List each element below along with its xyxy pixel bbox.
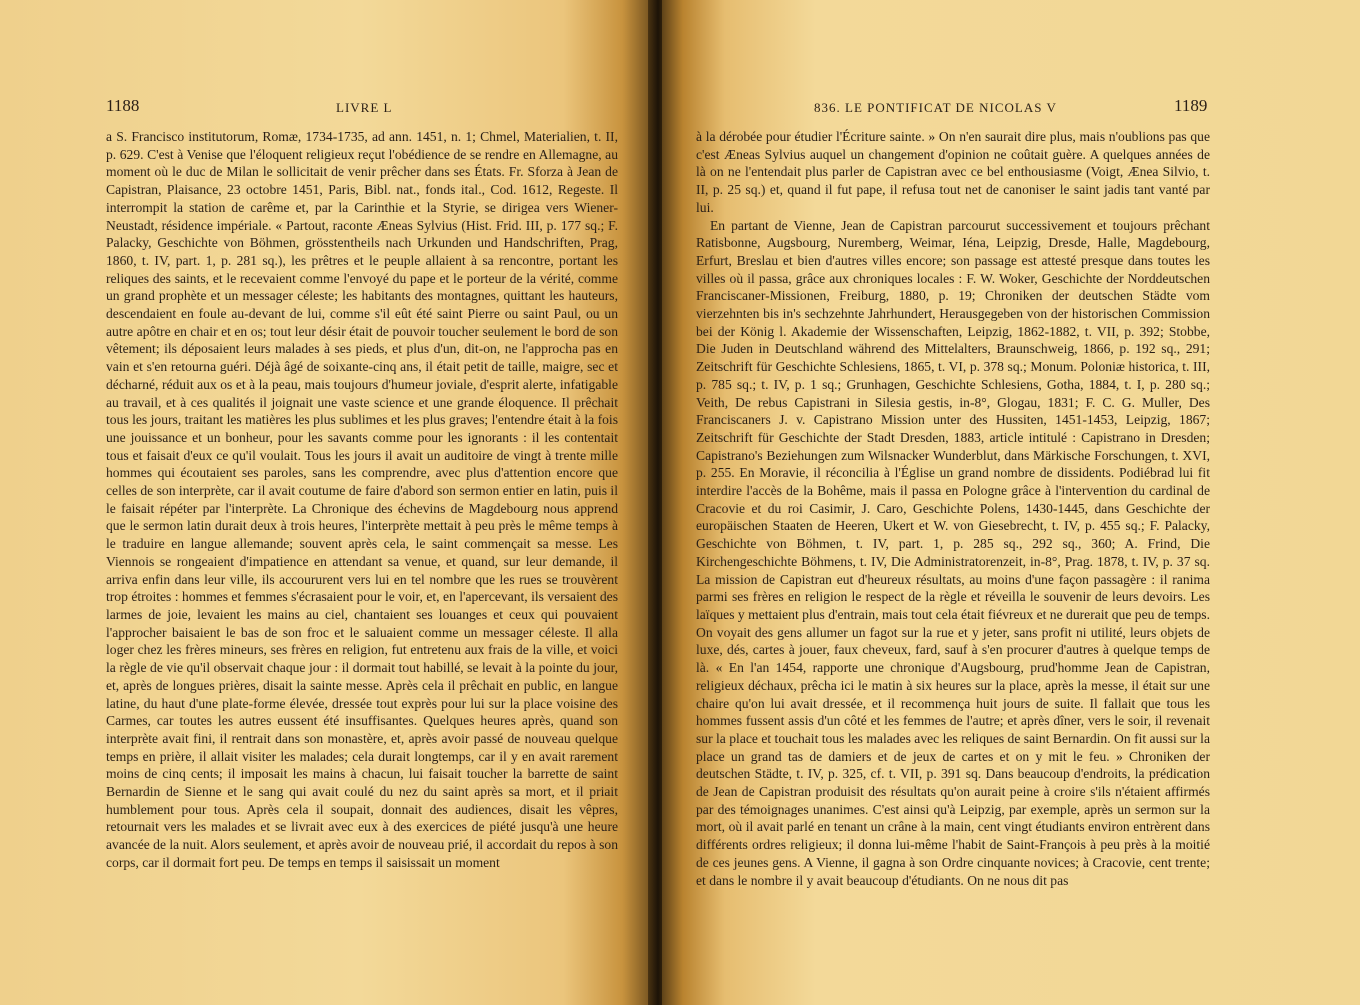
left-page	[0, 0, 655, 1005]
right-paragraph: à la dérobée pour étudier l'Écriture sainte. » On n'en saurait dire plus, mais n'oublions pas que c'est Æneas Sylvius auquel un changement d'opinion ne coûtait guère. A quelques années de là on ne l'entendait plus parler de Capistran avec ce bel enthousiasme (Voigt, Ænea Silvio, t. II, p. 25 sq.) et, quand il fut pape, il refusa tout net de canoniser le saint jadis tant vanté par lui.	[696, 129, 1210, 215]
right-body-text	[696, 128, 1210, 889]
right-running-head: 836. LE PONTIFICAT DE NICOLAS V	[814, 100, 1057, 115]
left-header	[106, 96, 618, 116]
left-body-text	[106, 128, 618, 872]
left-page-number: 1188	[106, 96, 140, 115]
left-running-head: LIVRE L	[336, 100, 393, 115]
right-page-number: 1189	[1174, 96, 1208, 115]
right-page	[662, 0, 1360, 1005]
right-paragraph: En partant de Vienne, Jean de Capistran parcourut successivement et toujours prêchant Ratisbonne, Augsbourg, Nuremberg, Weimar, Iéna, Leipzig, Dresde, Halle, Magdebourg, Erfurt, Breslau et bien d'autres villes encore; son passage est attesté presque dans toutes les villes où il passa, grâce aux chroniques locales : F. W. Woker, Geschichte der Norddeutschen Franciscaner-Missionen, Freiburg, 1880, p. 19; Chroniken der deutschen Städte vom vierzehnten bis in's sechzehnte Jahrhundert, Herausgegeben von der historischen Commission bei der König l. Akademie der Wissenschaften, Leipzig, 1862-1882, t. VII, p. 392; Stobbe, Die Juden in Deutschland während des Mittelalters, Braunschweig, 1866, p. 192 sq., 291; Zeitschrift für Geschichte Schlesiens, 1865, t. VI, p. 378 sq.; Monum. Poloniæ historica, t. III, p. 785 sq.; t. IV, p. 1 sq.; Grunhagen, Geschichte Schlesiens, Gotha, 1884, t. I, p. 280 sq.; Veith, De rebus Capistrani in Silesia gestis, in-8°, Glogau, 1831; F. C. G. Muller, Des Franciscaners J. v. Capistrano Mission unter des Hussiten, 1451-1453, Leipzig, 1867; Zeitschrift für Geschichte der Stadt Dresden, 1883, article intitulé : Capistrano in Dresden; Capistrano's Beziehungen zum Wilsnacker Wunderblut, dans Märkische Forschungen, t. XVI, p. 255. En Moravie, il réconcilia à l'Église un grand nombre de dissidents. Podiébrad lui fit interdire l'accès de la Bohême, mais il passa en Pologne grâce à l'intervention du cardinal de Cracovie et du roi Casimir, J. Caro, Geschichte Polens, 1430-1445, dans Geschichte der europäischen Staaten de Heeren, Ukert et W. von Giesebrecht, t. IV, p. 455 sq.; F. Palacky, Geschichte von Böhmen, t. IV, part. 1, p. 285 sq., 292 sq., 360; A. Frind, Die Kirchengeschichte Böhmens, t. IV, Die Administratorenzeit, in-8°, Prag. 1878, t. IV, p. 37 sq. La mission de Capistran eut d'heureux résultats, au moins d'une façon passagère : il ranima parmi ses frères en religion le respect de la règle et réveilla le souvenir de leurs devoirs. Les laïques y mettaient plus d'entrain, mais tout cela était fiévreux et ne durerait que peu de temps. On voyait des gens allumer un fagot sur la rue et y jeter, sans profit ni utilité, leurs objets de luxe, dés, cartes à jouer, faux cheveux, fard, sauf à s'en procurer d'autres à quelque temps de là. « En l'an 1454, rapporte une chronique d'Augsbourg, prud'homme Jean de Capistran, religieux déchaux, prêcha ici le matin à six heures sur la place, après la messe, il était sur une chaire qu'on lui avait dressée, et il recommença huit jours de suite. Il fallait que tous les hommes fussent assis d'un côté et les femmes de l'autre; et après dîner, vers le soir, il revenait sur la place et touchait tous les malades avec les reliques de saint Bernardin. On fit aussi sur la place un grand tas de damiers et de jeux de cartes et on y mit le feu. » Chroniken der deutschen Städte, t. IV, p. 325, cf. t. VII, p. 391 sq. Dans beaucoup d'endroits, la prédication de Jean de Capistran produisit des résultats qu'on aurait peine à croire s'ils n'étaient affirmés par des témoignages unanimes. C'est ainsi qu'à Leipzig, par exemple, après un sermon sur la mort, où il avait parlé en tenant un crâne à la main, cent vingt étudiants environ entrèrent dans différents ordres religieux; il donna lui-même l'habit de Saint-François à peu près à la moitié de ces jeunes gens. A Vienne, il gagna à son Ordre cinquante novices; à Cracovie, cent trente; et dans le nombre il y avait beaucoup d'étudiants. On ne nous dit pas	[696, 217, 1210, 888]
left-paragraph: a S. Francisco institutorum, Romæ, 1734-1735, ad ann. 1451, n. 1; Chmel, Materialien, t. II, p. 629. C'est à Venise que l'éloquent religieux reçut l'obédience de se rendre en Allemagne, au moment où le duc de Milan le sollicitait de venir prêcher dans ses États. Fr. Sforza à Jean de Capistran, Plaisance, 23 octobre 1451, Paris, Bibl. nat., fonds ital., Cod. 1612, Regeste. Il interrompit la station de carême et, par la Carinthie et la Styrie, se dirigea vers Wiener-Neustadt, résidence impériale. « Partout, raconte Æneas Sylvius (Hist. Frid. III, p. 177 sq.; F. Palacky, Geschichte von Böhmen, grösstentheils nach Urkunden und Handschriften, Prag, 1860, t. IV, part. 1, p. 281 sq.), les prêtres et le peuple allaient à sa rencontre, portant les reliques des saints, et le recevaient comme l'envoyé du pape et le porteur de la vérité, comme un grand prophète et un messager céleste; les habitants des montagnes, quittant les hauteurs, descendaient en foule au-devant de lui, comme s'il eût été saint Pierre ou saint Paul, ou un autre apôtre en chair et en os; tout leur désir était de pouvoir toucher seulement le bord de son vêtement; ils déposaient leurs malades à ses pieds, et plus d'un, dit-on, ne l'approcha pas en vain et s'en retourna guéri. Déjà âgé de soixante-cinq ans, il était petit de taille, maigre, sec et décharné, réduit aux os et à la peau, mais toujours d'humeur joviale, d'esprit alerte, infatigable au travail, et à ces qualités il joignait une vaste science et une grande éloquence. Il prêchait tous les jours, traitant les matières les plus sublimes et les plus graves; l'entendre était à la fois une jouissance et un bonheur, pour les savants comme pour les ignorants : il les contentait tous et faisait d'eux ce qu'il voulait. Tous les jours il avait un auditoire de vingt à trente mille hommes qui écoutaient ses paroles, sans les comprendre, avec plus d'attention encore que celles de son interprète, car il avait coutume de faire d'abord son sermon entier en latin, puis il le faisait répéter par l'interprète. La Chronique des échevins de Magdebourg nous apprend que le sermon latin durait deux à trois heures, l'interprète mettait à peu près le même temps à le traduire en langue allemande; souvent après cela, le saint commençait sa messe. Les Viennois se rongeaient d'impatience en attendant sa venue, et quand, sur leur demande, il arriva enfin dans leur ville, ils accoururent vers lui en tel nombre que les rues se trouvèrent trop étroites : hommes et femmes s'écrasaient pour le voir, et, en l'apercevant, ils versaient des larmes de joie, levaient les mains au ciel, chantaient ses louanges et ceux qui pouvaient l'approcher baisaient le bas de son froc et le saluaient comme un messager céleste. Il alla loger chez les frères mineurs, ses frères en religion, fut entretenu aux frais de la ville, et voici la règle de vie qu'il observait chaque jour : il dormait tout habillé, se levait à la pointe du jour, et, après de longues prières, disait la sainte messe. Après cela il prêchait en public, en langue latine, du haut d'une plate-forme élevée, dressée tout exprès pour lui sur la place voisine des Carmes, car toutes les autres eussent été insuffisantes. Quelques heures après, quand son interprète avait fini, il rentrait dans son monastère, et, après avoir passé de nouveau quelque temps en prière, il allait visiter les malades; cela durait longtemps, car il y en avait rarement moins de cinq cents; il imposait les mains à chacun, lui faisait toucher la barrette de saint Bernardin de Sienne et le sang qui avait coulé du nez du saint après sa mort, et il priait humblement pour tous. Après cela il soupait, donnait des audiences, disait les vêpres, retournait vers les malades et se livrait avec eux à des exercices de piété jusqu'à une heure avancée de la nuit. Alors seulement, et après avoir de nouveau prié, il accordait du repos à son corps, car il dormait fort peu. De temps en temps il saisissait un moment	[106, 129, 618, 870]
